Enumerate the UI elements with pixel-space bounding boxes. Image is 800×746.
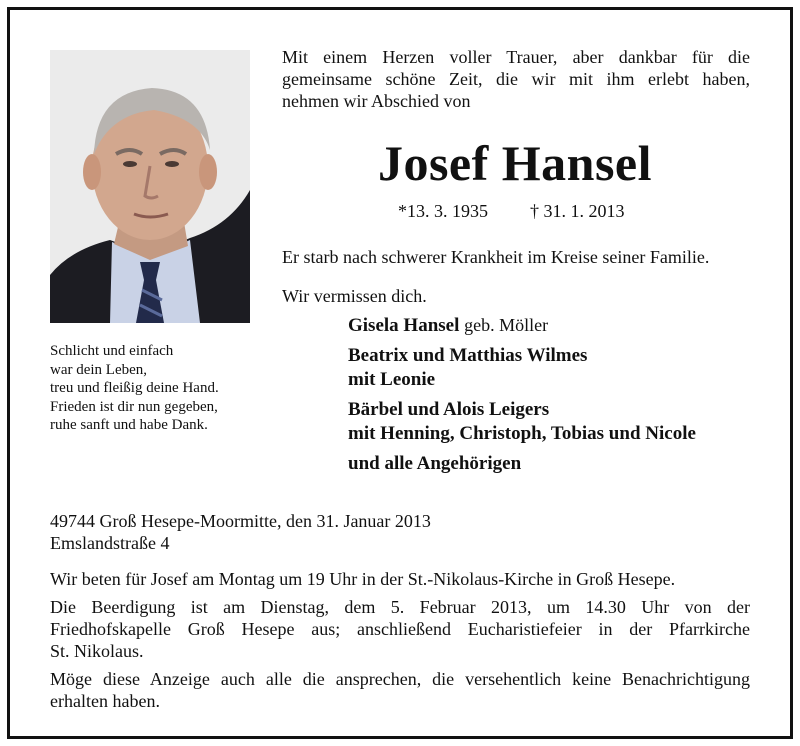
poem: [50, 342, 219, 435]
prayer-note: [50, 568, 750, 590]
poem-line: war dein Leben,: [50, 361, 148, 378]
family-list: [348, 313, 696, 476]
funeral-line: Die Beerdigung ist am Dienstag, dem 5. Februar 2013, um 14.30 Uhr von der: [50, 597, 750, 617]
widow-name: Gisela Hansel: [348, 315, 460, 336]
address-line: 49744 Groß Hesepe-Moormitte, den 31. Januar 2013: [50, 511, 431, 531]
funeral-line: Friedhofskapelle Groß Hesepe aus; anschließend Eucharistiefeier in der Pfarrkirche: [50, 619, 750, 639]
intro-text: [282, 46, 750, 112]
portrait-photo: [50, 50, 250, 323]
family-widow: [348, 313, 696, 338]
widow-maiden: geb. Möller: [464, 315, 549, 335]
address: [50, 510, 431, 554]
funeral-note: [50, 596, 750, 662]
poem-line: Frieden ist dir nun gegeben,: [50, 398, 218, 415]
death-note: Er starb nach schwerer Krankheit im Kreise seiner Familie.: [282, 247, 710, 267]
poem-line: treu und fleißig deine Hand.: [50, 380, 219, 396]
intro-line: Mit einem Herzen voller Trauer, aber dankbar für die: [282, 47, 750, 67]
portrait-illustration: [50, 50, 250, 323]
family-line: Beatrix und Matthias Wilmes: [348, 345, 588, 366]
family-line: Bärbel und Alois Leigers: [348, 399, 550, 420]
deceased-name: Josef Hansel: [377, 135, 653, 191]
notification-line: erhalten haben.: [50, 691, 160, 711]
address-line: Emslandstraße 4: [50, 533, 170, 553]
birth-date: *13. 3. 1935: [398, 201, 488, 221]
notification-line: Möge diese Anzeige auch alle die ansprechen, die versehentlich keine Benachrichtigung: [50, 669, 750, 689]
funeral-line: St. Nikolaus.: [50, 641, 144, 661]
prayer-line: Wir beten für Josef am Montag um 19 Uhr in der St.-Nikolaus-Kirche in Groß Hesepe.: [50, 569, 676, 589]
miss-text: Wir vermissen dich.: [282, 286, 427, 306]
poem-line: Schlicht und einfach: [50, 343, 174, 359]
family-line: mit Leonie: [348, 369, 436, 390]
poem-line: ruhe sanft und habe Dank.: [50, 417, 208, 433]
death-date: † 31. 1. 2013: [530, 201, 625, 221]
notification-note: [50, 668, 750, 712]
service-notes: [50, 568, 750, 718]
intro-line: nehmen wir Abschied von: [282, 91, 471, 111]
family-line: und alle Angehörigen: [348, 453, 522, 474]
intro-line: gemeinsame schöne Zeit, die wir mit ihm erlebt haben,: [282, 69, 750, 89]
family-line: mit Henning, Christoph, Tobias und Nicole: [348, 423, 696, 444]
